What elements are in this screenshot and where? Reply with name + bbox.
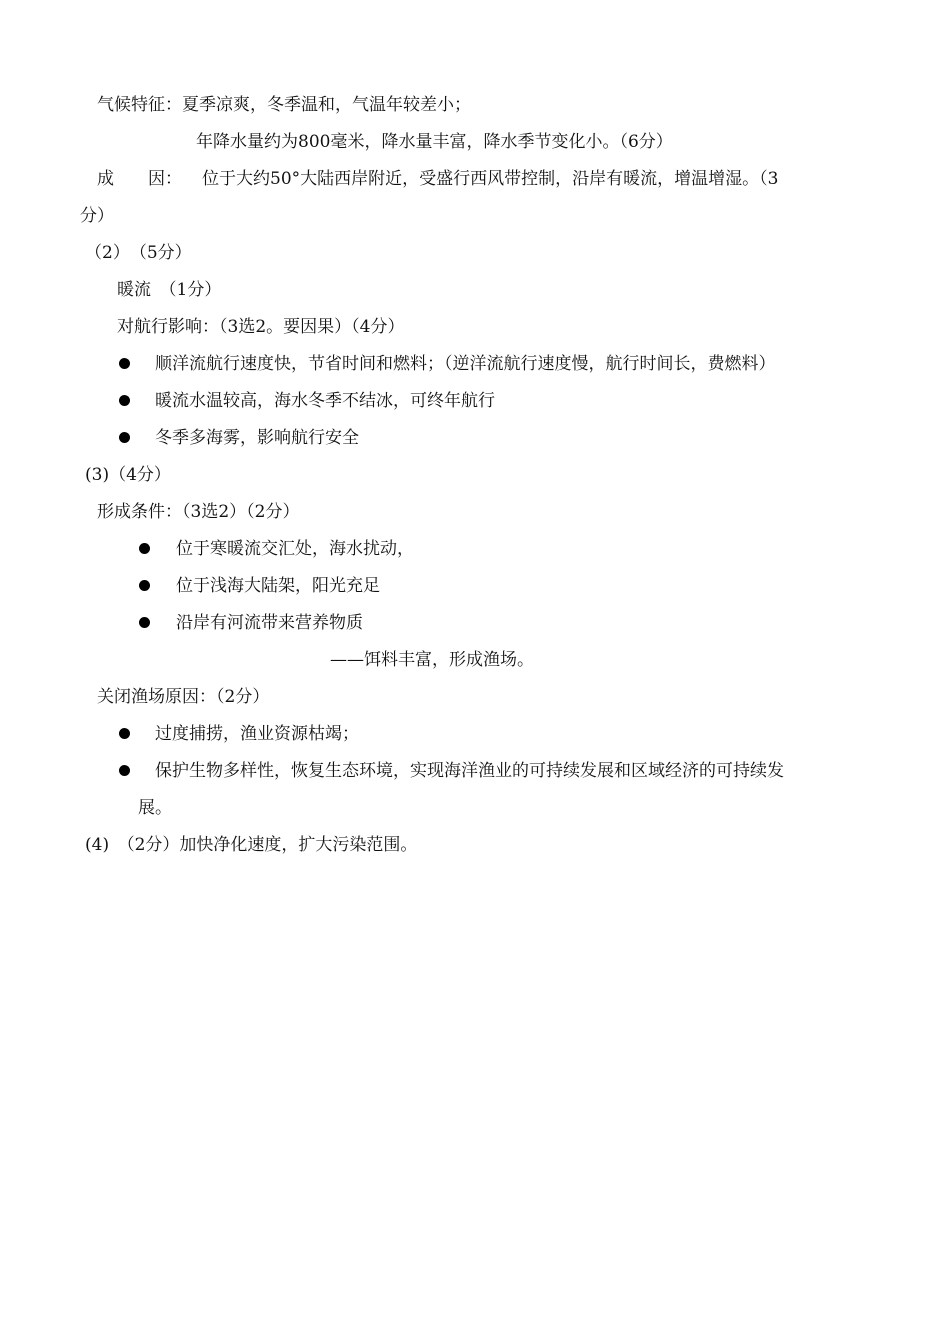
section-3-heading: (3)（4分） xyxy=(85,465,171,485)
cause-text: 位于大约50°大陆西岸附近，受盛行西风带控制，沿岸有暖流，增温增湿。（3 xyxy=(202,169,779,189)
navigation-impact-heading: 对航行影响：（3选2。要因果）（4分） xyxy=(117,317,405,337)
formation-conclusion: ——饵料丰富，形成渔场。 xyxy=(330,650,534,670)
closure-bullet-2-continuation: 展。 xyxy=(138,798,172,818)
formation-bullet-2: 位于浅海大陆架，阳光充足 xyxy=(176,576,380,596)
impact-bullet-1: 顺洋流航行速度快，节省时间和燃料；（逆洋流航行速度慢，航行时间长，费燃料） xyxy=(155,354,776,374)
impact-bullet-2: 暖流水温较高，海水冬季不结冰，可终年航行 xyxy=(155,391,495,411)
bullet-icon xyxy=(139,580,150,591)
formation-bullet-1: 位于寒暖流交汇处，海水扰动， xyxy=(176,539,414,559)
closure-reasons-heading: 关闭渔场原因：（2分） xyxy=(97,687,270,707)
impact-bullet-3: 冬季多海雾，影响航行安全 xyxy=(155,428,359,448)
cause-label: 成 因： xyxy=(97,169,182,189)
closure-bullet-2: 保护生物多样性，恢复生态环境，实现海洋渔业的可持续发展和区域经济的可持续发 xyxy=(155,761,784,781)
warm-current-answer: 暖流 （1分） xyxy=(117,280,222,300)
section-4-answer: (4) （2分）加快净化速度，扩大污染范围。 xyxy=(85,835,418,855)
climate-features-line: 气候特征：夏季凉爽，冬季温和，气温年较差小； xyxy=(97,95,471,115)
bullet-icon xyxy=(119,395,130,406)
bullet-icon xyxy=(139,543,150,554)
bullet-icon xyxy=(119,728,130,739)
closure-bullet-1: 过度捕捞，渔业资源枯竭； xyxy=(155,724,359,744)
formation-bullet-3: 沿岸有河流带来营养物质 xyxy=(176,613,363,633)
section-2-heading: （2） （5分） xyxy=(85,243,192,263)
bullet-icon xyxy=(139,617,150,628)
cause-continuation: 分） xyxy=(80,206,114,226)
bullet-icon xyxy=(119,432,130,443)
bullet-icon xyxy=(119,765,130,776)
precipitation-line: 年降水量约为800毫米，降水量丰富，降水季节变化小。（6分） xyxy=(196,132,673,152)
formation-conditions-heading: 形成条件：（3选2）（2分） xyxy=(97,502,300,522)
bullet-icon xyxy=(119,358,130,369)
